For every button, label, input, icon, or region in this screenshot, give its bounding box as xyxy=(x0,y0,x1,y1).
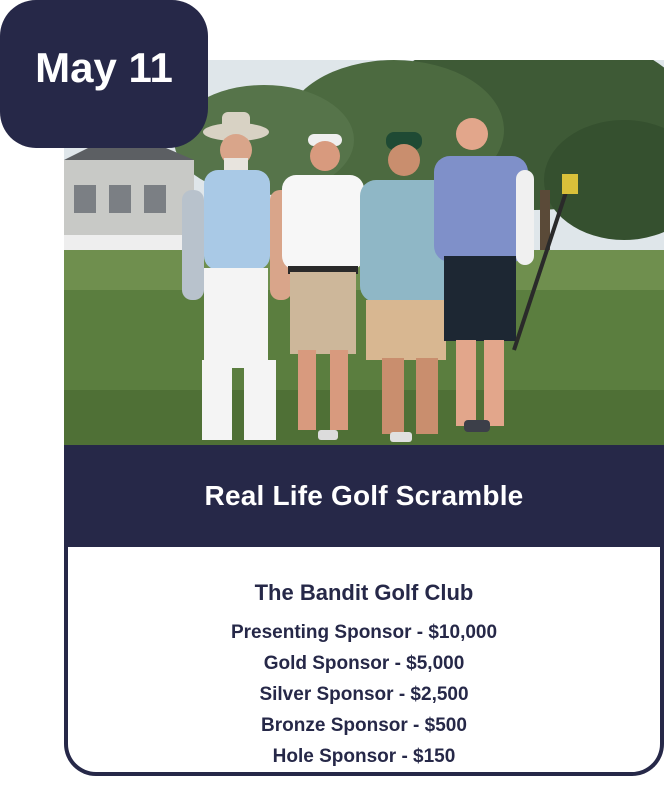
venue-name: The Bandit Golf Club xyxy=(254,580,474,605)
date-label: May 11 xyxy=(35,44,173,91)
date-badge xyxy=(0,0,208,148)
sponsorship-item-presenting: Presenting Sponsor - $10,000 xyxy=(230,622,498,643)
event-details-card xyxy=(64,547,664,776)
sponsorship-list xyxy=(68,617,660,772)
sponsorship-item-silver: Silver Sponsor - $2,500 xyxy=(259,684,469,705)
event-title-band xyxy=(64,445,664,547)
sponsorship-item-hole: Hole Sponsor - $150 xyxy=(272,746,456,767)
event-title: Real Life Golf Scramble xyxy=(204,480,524,511)
sponsorship-item-gold: Gold Sponsor - $5,000 xyxy=(263,653,465,674)
sponsorship-item-bronze: Bronze Sponsor - $500 xyxy=(261,715,467,736)
